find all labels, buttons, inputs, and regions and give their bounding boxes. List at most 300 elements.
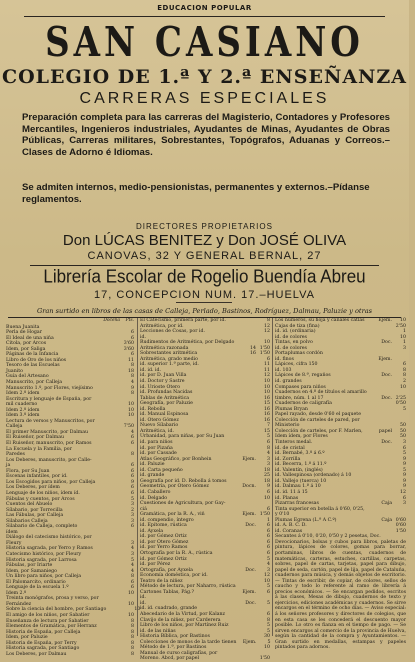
item-price: 6 [267, 534, 270, 540]
item-title: Historia sagrada, por Yerro y Ramos [6, 546, 93, 552]
item-price: 8 [131, 452, 134, 458]
item-price: 6 [131, 585, 134, 591]
item-price: 8 [267, 617, 270, 623]
item-title: Paredes [6, 452, 25, 458]
item-price: 10 [128, 402, 134, 408]
item-price: 11 [264, 362, 270, 368]
item-title: Cajas de tiza (fina) [275, 323, 320, 329]
item-unit: Ejem. [242, 512, 256, 518]
header-title [6, 318, 100, 324]
item-price: 50 [400, 423, 406, 429]
item-price: 4 [131, 568, 134, 574]
item-title: El Ideal de una niña [6, 335, 54, 341]
item-price: 9 [403, 456, 406, 462]
item-price: 3 [403, 440, 406, 446]
item-price: 3 [131, 540, 134, 546]
catalog-column-2 [137, 318, 271, 662]
item-title: Fleury [6, 540, 22, 546]
item-title: Urbanidad, para niñas, por Su Juan [140, 434, 225, 440]
item-title: Fábulas, por Iriarte [6, 563, 53, 569]
item-price: 5 [267, 584, 270, 590]
item-title: Flora, por Su Juan [6, 468, 50, 474]
item-price: 0'60 [395, 517, 406, 523]
item-title: timbre, núm. 1 al 17 [275, 395, 324, 401]
item-price: 9 [403, 484, 406, 490]
item-price: 8 [403, 367, 406, 373]
item-price: 11 [264, 367, 270, 373]
item-unit: 14 [250, 345, 256, 351]
item-title: Enseñanza de lectura por Sabatier [6, 618, 89, 624]
item-price: 16 [264, 412, 270, 418]
item-title: Método de lectura, por Naharro, rústica [140, 584, 236, 590]
item-price: 9 [131, 479, 134, 485]
item-title: Cartones Tablas, Pág.? [140, 589, 194, 595]
item-title: Economía doméstica, por id. [140, 573, 208, 579]
item-price: 1'50 [259, 512, 270, 518]
item-price: 4 [267, 451, 270, 457]
item-unit: Doc. [381, 395, 392, 401]
item-price: 6 [267, 545, 270, 551]
ornament-rule [176, 302, 232, 303]
special-careers-heading: CARRERAS ESPECIALES [79, 90, 330, 107]
item-title: El Ruiseñor, manuscrito, por Ramos [6, 441, 92, 447]
item-price: 18 [128, 368, 134, 374]
item-title: Cuentos del Abuelo [6, 502, 53, 508]
item-title: Silabarios Calleja [6, 518, 48, 524]
item-price: 25 [264, 473, 270, 479]
item-price: 6 [267, 489, 270, 495]
item-price: 12 [400, 489, 406, 495]
price-catalog [6, 318, 406, 662]
item-price: 8 [131, 640, 134, 646]
catalog-row [140, 656, 270, 662]
item-title: Tintas, en polvo [275, 340, 313, 346]
item-title: Idem ídem, por Flores [275, 434, 328, 440]
item-price: 5 [267, 600, 270, 606]
item-unit: Ejem. [378, 318, 392, 323]
item-price: 16 [264, 406, 270, 412]
item-title: Tablas de Aritmética [140, 395, 190, 401]
item-price: 10 [134, 607, 141, 613]
item-title: Lenguaje de los niños, ídem íd. [6, 490, 80, 496]
item-title: Cuadernos de caligrafía [275, 401, 332, 407]
item-price: 10 [128, 413, 134, 419]
item-price: 12 [264, 323, 270, 329]
item-title: Plumas Egrena (L.ª A C.º) [275, 517, 337, 523]
item-price: 8 [131, 391, 134, 397]
header-dozen: Docena [103, 318, 120, 323]
item-unit: Doc. [381, 373, 392, 379]
item-title: Los Escogidos para niños, por Calleja [6, 479, 96, 485]
item-price: 7 [267, 423, 270, 429]
item-price: 8 [403, 373, 406, 379]
item-title: Catecismo histórico, por Fleury [6, 551, 82, 557]
item-title: Fábulas y cuentos, por Arcos [6, 496, 75, 502]
item-price: 1 [403, 329, 406, 335]
item-price: 6 [267, 356, 270, 362]
item-title: id. Zorrilla [275, 456, 301, 462]
item-price: 8 [267, 445, 270, 451]
item-title: id. Vallejo (tuerca) 10 [275, 478, 327, 484]
bookstore-address: 17, CONCEPCION NUM. 17.–HUELVA [94, 289, 315, 301]
item-price: 8 [131, 629, 134, 635]
item-price: 1'50 [259, 351, 270, 357]
item-title: id. finos [275, 356, 294, 362]
item-title: Aritmética razonada [140, 345, 189, 351]
item-title: id. superior 1.ª parte, id. [140, 362, 199, 368]
item-title: id. [140, 600, 146, 606]
item-price: 9 [403, 473, 406, 479]
item-price: 8 [131, 618, 134, 624]
item-price: 4 [131, 546, 134, 552]
item-price: 6 [267, 506, 270, 512]
item-price: 6 [403, 495, 406, 501]
item-price: 1'50 [259, 345, 270, 351]
item-title: Sílabario, por Torrecilla [6, 507, 63, 513]
item-title: Las Fábulas, por Calleja [6, 513, 64, 519]
item-price: 6 [131, 330, 134, 336]
item-title: id. Caballero [140, 489, 171, 495]
intro-paragraph: Preparación completa para las carreras del Magisterio, Contadores y Profesores Mercantiles, Ingenieros industriales, Ayudantes de Minas, Ayudantes de Obras Públicas, Carreras militares, Sobrestantes, Topógrafos, Aduanas y Correos.–Clases de Adorno é Idiomas. [22, 112, 390, 158]
item-price: 10 [264, 495, 270, 501]
item-price: 3 [131, 518, 134, 524]
item-price: 3 [131, 513, 134, 519]
item-title: Los Deberes, por Dalmau [6, 651, 67, 657]
item-price: 15 [264, 428, 270, 434]
item-title: id. de colores [275, 334, 307, 340]
item-title: mil cuaderno [6, 402, 38, 408]
item-title: Plumas Bryan [275, 406, 308, 412]
item-title: Cuestiones de Agricultura, por Gay- [140, 501, 226, 507]
item-price: 5 [267, 623, 270, 629]
item-price: 10 [264, 379, 270, 385]
item-price: 6 [131, 468, 134, 474]
item-price: 6 [131, 463, 134, 469]
item-title: Libro de Oro de los niños [6, 357, 67, 363]
item-price: 11 [128, 357, 134, 363]
item-price: 50 [400, 434, 406, 440]
item-price: 5 [267, 434, 270, 440]
admission-paragraph: Se admiten internos, medio-pensionistas, permanentes y externos.–Pídanse reglamentos. [22, 182, 370, 205]
item-price: 10 [400, 334, 406, 340]
item-unit: Ejem. [242, 456, 256, 462]
item-price: 5 [267, 556, 270, 562]
item-title: Lápices, cifra 150 [275, 362, 318, 368]
item-price: 10 [128, 601, 134, 607]
item-title: Secantes á 0'10, 0'20, 0'50 y 2 pesetas, Doc. [275, 534, 381, 540]
item-unit [100, 652, 120, 658]
item-title: id. Valentín, (inglés) [275, 467, 323, 473]
item-unit: Docn. [242, 484, 256, 490]
item-unit: Ejem. [378, 356, 392, 362]
item-title: id. id. cuadrado, grande [140, 606, 198, 612]
item-title: Compases para niños [275, 384, 326, 390]
item-title: id. Profundas Nacidas [140, 390, 193, 396]
item-title: Idem, por Saliga [6, 346, 46, 352]
item-price: 9 [403, 478, 406, 484]
item-title: Geografía, por Paluzie [140, 401, 193, 407]
item-title: Buena Juanita [6, 324, 40, 330]
item-price: 8 [131, 651, 134, 657]
item-title: Portaplumas cordón [275, 351, 323, 357]
item-title: Idem, por Samaniego [6, 568, 57, 574]
item-price: 1 [403, 340, 406, 346]
item-price: 6 [267, 589, 270, 595]
item-title: Atlas Geográfico, por Bonhein [140, 456, 212, 462]
item-price: 12 [264, 373, 270, 379]
item-price: 6 [267, 550, 270, 556]
item-title: id. Rebolla [140, 406, 166, 412]
item-title: Clavijo de la niñez, por Carderera [140, 617, 221, 623]
item-price: 3 [267, 567, 270, 573]
item-price: 3 [403, 501, 406, 507]
item-unit: Ejem. [242, 589, 256, 595]
item-title: Historia Bíblica, por Bastinos [140, 634, 210, 640]
item-title: Tesoro de las Escuelas [6, 363, 60, 369]
item-title: Páginas de la Infancia [6, 352, 59, 358]
item-title: Idem 2.º idem [6, 391, 40, 397]
item-title: Fernández [6, 601, 32, 607]
item-title: Aritmética, por id. [140, 323, 184, 329]
item-price: 4 [267, 562, 270, 568]
directors-names: Don LÚCAS BENITEZ y Don JOSÉ OLIVA [62, 232, 347, 249]
item-price: 5 [403, 451, 406, 457]
item-price: 5 [131, 496, 134, 502]
item-price: 3 [267, 456, 270, 462]
header-price: Pts. [125, 318, 134, 323]
item-title: ídem [6, 529, 18, 535]
item-title: Historia de España, por Calleja [6, 629, 81, 635]
item-price: 1 [267, 517, 270, 523]
catalog-column-header [6, 318, 134, 324]
item-title: Idem 2.º [6, 590, 27, 596]
item-title: Los Deberes, por ídem [6, 485, 60, 491]
item-price: 5 [267, 628, 270, 634]
item-price: 9 [267, 484, 270, 490]
item-title: Los Deberes, manuscrito, por Calle- [6, 457, 92, 463]
item-price: 50 [400, 428, 406, 434]
item-title: id. Paluzie [140, 462, 165, 468]
item-title: id. A. B. C. D. [275, 523, 307, 529]
item-title: id. Bernabé, 3.º á 6.º [275, 451, 325, 457]
item-title: Pizarras francesas [275, 501, 319, 507]
item-price: 6 [131, 485, 134, 491]
item-title: id. grande [140, 473, 165, 479]
item-title: id. de cristal [275, 445, 305, 451]
item-unit: papel [378, 428, 392, 434]
item-unit: Doc. [245, 523, 256, 529]
item-price: 18 [264, 478, 270, 484]
item-title: id. [140, 334, 146, 340]
item-price: 8 [131, 374, 134, 380]
item-price: 3'60 [123, 346, 134, 352]
item-title: id. para niños [140, 440, 173, 446]
item-price: 6 [131, 490, 134, 496]
item-title: Aritmética, id. [140, 428, 175, 434]
item-unit: Caja [381, 501, 392, 507]
item-title: Tinteros medal. [275, 440, 313, 446]
item-unit: Doc. [245, 600, 256, 606]
item-title: Manuscrito 1.º, por Flores, viejísimo [6, 385, 93, 391]
item-price: 10 [264, 645, 270, 651]
item-title: id. Carta pequeño [140, 467, 183, 473]
item-price: 5 [403, 467, 406, 473]
item-price: 6 [403, 362, 406, 368]
item-title: id. compendio, íntegro [140, 517, 194, 523]
item-price: 0'50 [395, 401, 406, 407]
item-title: Teatro de la niñez [140, 578, 183, 584]
item-title: Geometría, por Otero Gómez [140, 484, 209, 490]
item-price: 6 [267, 611, 270, 617]
item-title: Abecedario de la Virtud, por Kalanz [140, 611, 226, 617]
item-title: id. por Yerro Ramos [140, 545, 188, 551]
item-title: y 0'10 [275, 512, 290, 518]
item-title: El amigo de los niños, por Sabatier [6, 612, 90, 618]
item-title: id. por Cassade [140, 451, 177, 457]
item-title: Gramática, por la R. A., viñ [140, 512, 205, 518]
item-title: Juanito [6, 368, 23, 374]
item-price: 6 [267, 440, 270, 446]
item-price: 6 [131, 435, 134, 441]
item-title: id. id. (ordinaria) [275, 329, 316, 335]
item-title: id. id. 11 á 15 [275, 489, 308, 495]
top-rule [24, 16, 385, 17]
item-title: Lápices de 8.ª, regaños [275, 373, 331, 379]
item-price: 8 [267, 318, 270, 323]
item-title: Manuscrito, por Calleja [6, 380, 63, 386]
item-unit: Doc. [381, 340, 392, 346]
item-price: 4 [131, 429, 134, 435]
item-title: id. por Pérez [140, 562, 171, 568]
item-price: 3 [131, 551, 134, 557]
school-subtitle: COLEGIO DE 1.ª Y 2.ª ENSEÑANZA [1, 66, 408, 88]
item-price: 2'25 [395, 395, 406, 401]
item-title: id. Ayxela [140, 528, 164, 534]
item-title: id. Becerra, 1.º á 11.º [275, 462, 327, 468]
item-price: 2 [131, 507, 134, 513]
item-title: Papel rayado, desde 0'60 el paquete [275, 412, 361, 418]
item-title: Ministerio [275, 423, 300, 429]
item-title: Idem 3.º idem [6, 413, 40, 419]
item-title: Historia sagrada, por Santiago [6, 646, 80, 652]
item-price: 10 [400, 384, 406, 390]
item-title: Colección de carteles de pared, por [275, 417, 360, 423]
assortment-line: Gran surtido en libros de las casas de Calleja, Perlado, Bastinos, Rodríguez, Dalmau, Paluzie y otras [36, 307, 373, 315]
item-title: id. de las niñas [140, 628, 176, 634]
item-price: 6 [267, 539, 270, 545]
item-title: Colecciones de monos de la tarde tienen [140, 639, 237, 645]
item-title: Calleja [6, 424, 23, 430]
item-price: 0'60 [395, 523, 406, 529]
item-title: Historia de España, por Terry [6, 640, 77, 646]
item-title: id. Urioste Otero [140, 384, 181, 390]
item-title: La Escuela y la Familia, por [6, 446, 72, 452]
item-title: id. id. id. [140, 367, 161, 373]
item-price: 9 [131, 385, 134, 391]
item-unit: Ejem. [242, 639, 257, 645]
item-title: Un libro para niños, por Calleja [6, 574, 82, 580]
item-title: id. por Gómez Ortiz [140, 556, 187, 562]
item-unit: Caja [381, 517, 392, 523]
item-price: 6 [131, 474, 134, 480]
item-price: 5 [131, 557, 134, 563]
item-price: 18 [264, 467, 270, 473]
item-title: Treinta monógrafos, prosa y verso, por [6, 596, 99, 602]
item-price: 6 [403, 445, 406, 451]
item-title: Elementos de Gramática, por Herranz [6, 624, 97, 630]
item-title: id. Planas [275, 495, 299, 501]
catalog-column-1 [6, 318, 141, 657]
item-price: 15 [264, 401, 270, 407]
item-title: Idem, por Paluzie [6, 635, 48, 641]
item-price: 8 [131, 646, 134, 652]
item-title: Colección de carteles, por F. Marlen, [275, 428, 363, 434]
item-price: 6 [131, 524, 134, 530]
catalog-row [6, 652, 134, 658]
item-title: Escritura y lenguaje de España, por [6, 396, 92, 402]
item-title: Aritmética, grado medio [140, 356, 198, 362]
item-unit: 16 [250, 351, 256, 357]
item-title: ja [6, 463, 11, 469]
item-title: id. Doctor y Sastre [140, 379, 185, 385]
item-price: 8 [131, 624, 134, 630]
item-title: id. por Pizaña [140, 445, 173, 451]
item-price: 16 [264, 417, 270, 423]
item-title: ciá [140, 506, 147, 512]
item-title: Tinta superior en botella á 0'60, 0'25, [275, 506, 365, 512]
item-title: Los números, su hoja y canales catlas [275, 318, 365, 323]
item-title: El primer Manuscrito, por Dalmau [6, 429, 89, 435]
item-price: 3 [403, 345, 406, 351]
item-title: id. de colores [275, 345, 307, 351]
item-title: Geografía por id. D. Rebolla á tomos [140, 478, 227, 484]
item-title: id. grandes [275, 379, 302, 385]
item-title: Ortografía por la R. A., rústica [140, 550, 213, 556]
item-price: 6 [131, 579, 134, 585]
item-price: 10 [264, 384, 270, 390]
item-price: 10 [128, 612, 134, 618]
item-title: Lectura de versos y Manuscritos, por [6, 418, 95, 424]
item-price: 4 [131, 380, 134, 386]
item-price: 8 [131, 363, 134, 369]
item-price: 12 [264, 329, 270, 335]
item-price: 1'50 [395, 528, 406, 534]
item-title: id. [140, 595, 146, 601]
item-title: Rudimentos de Aritmética, por Delgado [140, 340, 235, 346]
item-price: 10 [128, 590, 134, 596]
item-price: 6 [267, 523, 270, 529]
masthead: EDUCACION POPULAR [157, 4, 252, 12]
school-address: CANOVAS, 32 Y GENERAL BERNAL, 27 [87, 250, 322, 262]
item-title: id. por Gómez Ortiz [140, 534, 187, 540]
bookstore-title: Librería Escolar de Rogelio Buendía Abreu [43, 266, 366, 287]
item-price: 3'60 [123, 341, 134, 347]
item-price: 3 [267, 462, 270, 468]
item-price: 6 [267, 528, 270, 534]
item-title: id. Dalmau 1.º á 10 [275, 484, 321, 490]
item-title: id. por Otero Gómez [140, 539, 189, 545]
item-title: id. Delgado [140, 495, 168, 501]
catalog-notes: Devocionarios, bolsas y cubos para libros, paletas de pintura, lápices de colores, gomas para borrar, portaminas, libros de cuentas, cuadernos de matemáticas, carteras, estuches, cartillas, carpetas, sobres, papel de cartas, tarjetas, papel para dibujo, papel de seda, cartón, papel de lija, papel de Cataluña, cuadernos para música, y demás objetos de escritorio. — Tintas de escribir, de copiar, de colores, sellos de caucho y todo lo referente al ramo de librería á precios económicos. — Se encargan pedidos, escritos á las clases, Mesas de dibujo, cuadernos de texto y ejercicios, ediciones académicas y cuadernos. Se sirve encargos en el término de ocho días. — Aviso especial: á los señores profesores y directores de colegios, que en esta casa se les concederá el descuento mayor posible. Lo otro es fianza en el tiempo de pago. — Se sirven encargos al comercio de la provincia de Huelva, según la cantidad de la compra y Ayuntamientos. — Gran surtido en medallas, estampas y papeles pintados para adornos. [275, 539, 406, 651]
item-price: 9 [403, 462, 406, 468]
item-price: 5 [403, 406, 406, 412]
item-price: 2 [403, 379, 406, 385]
page-title: SAN CASIANO [45, 18, 364, 67]
item-title: Sobre la ciencia del hombre, por Santiago [6, 607, 107, 613]
item-price: 30 [264, 634, 270, 640]
item-title: Nuevo Sílabario [140, 423, 179, 429]
item-price: 8 [131, 635, 134, 641]
